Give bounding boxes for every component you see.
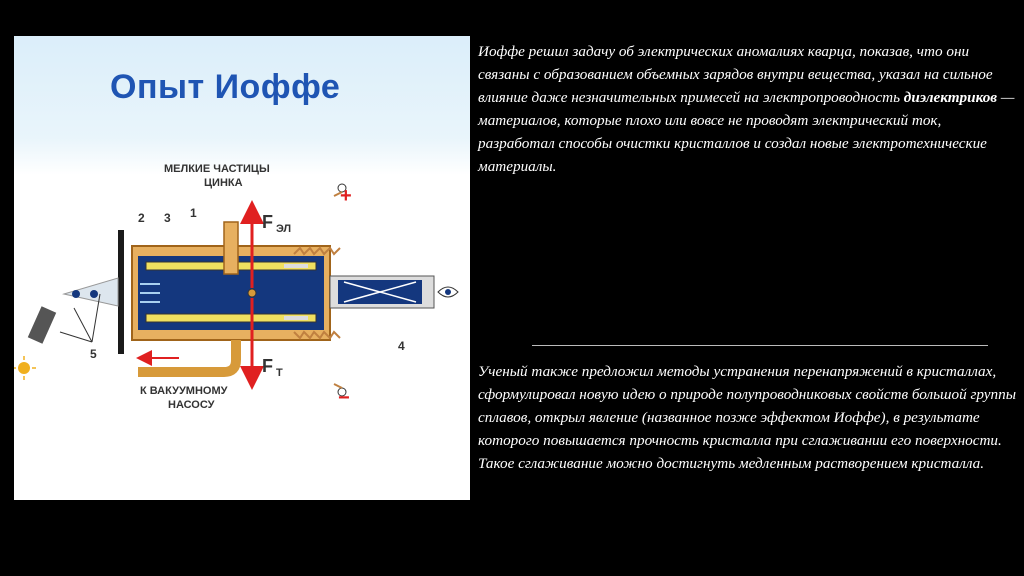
figure-title: Опыт Иоффе — [110, 68, 341, 106]
paragraph-1 — [478, 40, 1018, 178]
lamp-icon — [28, 306, 56, 344]
plus-sign: + — [340, 185, 352, 207]
ioffe-apparatus-diagram — [14, 36, 470, 500]
f-el-sub: ЭЛ — [276, 223, 292, 235]
paragraph-1-end: — материалов, которые плохо или вовсе не проводят электрический ток, разработал способы очистки кристаллов и создал новые электротехнические материалы. — [478, 89, 1015, 175]
particles-label-2: ЦИНКА — [204, 177, 243, 189]
ioffe-experiment-figure — [14, 36, 470, 500]
f-t-sub: Т — [276, 367, 283, 379]
vacuum-pipe — [138, 340, 236, 372]
dielectrics-emphasis: диэлектриков — [903, 89, 998, 106]
divider — [532, 345, 988, 346]
inlet-tube — [224, 222, 238, 274]
end-plate — [118, 230, 124, 354]
label-5: 5 — [90, 347, 97, 361]
sun-icon — [18, 362, 30, 374]
minus-sign: − — [338, 387, 350, 409]
vacuum-label-1: К ВАКУУМНОМУ — [140, 385, 228, 397]
f-el-label: F — [262, 212, 273, 232]
label-1: 1 — [190, 206, 197, 220]
particles-label-1: МЕЛКИЕ ЧАСТИЦЫ — [164, 163, 270, 175]
label-4: 4 — [398, 339, 405, 353]
paragraph-1-start: Иоффе решил задачу об электрических аномалиях кварца, показав, что они связаны с образованием объемных зарядов внутри вещества, указал на сильное влияние даже незначительных примесей на электропроводность — [478, 43, 993, 106]
zinc-particle — [248, 289, 256, 297]
vacuum-label-2: НАСОСУ — [168, 399, 215, 411]
label-3: 3 — [164, 211, 171, 225]
paragraph-2: Ученый также предложил методы устранения перенапряжений в кристаллах, сформулировал новую идею о природе полупроводниковых свойств большой группы сплавов, открыл явление (названное позже эффектом Иоффе), в результате которого повышается прочность кристалла при сглаживании его поверхности. Такое сглаживание можно достигнуть медленным растворением кристалла. — [478, 363, 1017, 472]
f-t-label: F — [262, 356, 273, 376]
label-2: 2 — [138, 211, 145, 225]
